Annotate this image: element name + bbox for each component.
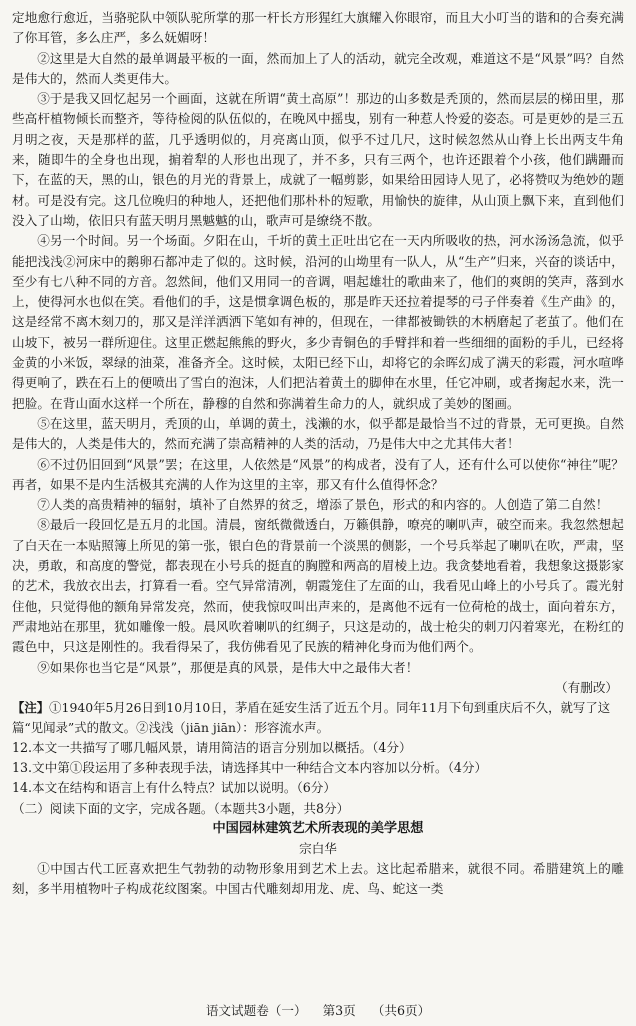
paragraph-9: ⑨如果你也当它是“风景”，那便是真的风景，是伟大中之最伟大者！ bbox=[37, 659, 419, 675]
paragraph-7: ⑦人类的高贵精神的辐射，填补了自然界的贫乏，增添了景色，形式的和内容的。人创造了第二自然！ bbox=[37, 497, 609, 513]
paragraph-3: ③于是我又回忆起另一个画面，这就在所谓“黄土高原”！那边的山多数是秃顶的，然而层层的梯田里，那些高杆植物倾长而整齐，等待检阅的队伍似的，在晚风中摇曳，别有一种惹人怜爱的姿态。可是更妙的是三五月明之夜，天是那样的蓝，几乎透明似的，月亮离山顶，似乎不过几尺，这时候忽然从山脊上长出两支牛角来，随即牛的全身也出现，掮着犁的人形也出现了，并不多，只有三两个，也许还跟着个小孩，他们蹒跚而下，在蓝的天，黑的山，银色的月光的背景上，成就了一幅剪影，如果给田园诗人见了，必将赞叹为绝妙的题材。可是没有完。这几位晚归的种地人，还把他们那朴朴的短歌，用愉快的旋律，从山顶上飘下来，直到他们没入了山坳，依旧只有蓝天明月黑魆魆的山，歌声可是缭绕不散。 bbox=[12, 91, 624, 228]
question-13: 13.文中第①段运用了多种表现手法，请选择其中一种结合文本内容加以分析。（4分） bbox=[12, 760, 488, 776]
footer-paper: 语文试题卷（一） bbox=[205, 1003, 307, 1018]
footnote-tag: 【注】 bbox=[12, 699, 50, 715]
footnote bbox=[12, 698, 624, 738]
paragraph-6: ⑥不过仍旧回到“风景”罢；在这里，人依然是“风景”的构成者，没有了人，还有什么可以使你“神往”呢？再者，如果不是内生活极其充满的人作为这里的主宰，那又有什么值得怀念？ bbox=[12, 456, 624, 492]
source-note: （有删改） bbox=[555, 679, 618, 695]
paragraph-2: ②这里是大自然的最单调最平板的一面，然而加上了人的活动，就完全改观，难道这不是“风景”吗？自然是伟大的，然而人类更伟大。 bbox=[12, 50, 624, 86]
page-footer bbox=[0, 1000, 636, 1019]
paragraph-4: ④另一个时间。另一个场面。夕阳在山，千圻的黄土正吐出它在一天内所吸收的热，河水汤汤急流，似乎能把浅浅②河床中的鹅卵石都冲走了似的。这时候，沿河的山坳里有一队人，从“生产”归来，兴奋的谈话中，至少有七八种不同的方音。忽然间，他们又用同一的音调，唱起雄壮的歌曲来了，他们的爽朗的笑声，落到水上，使得河水也似在笑。看他们的手，这是惯拿调色板的，那是昨天还拉着提琴的弓子伴奏着《生产曲》的，这是经常不离木刻刀的，那又是洋洋洒洒下笔如有神的，但现在，一律都被锄铁的木柄磨起了老茧了。他们在山坡下，被另一群所迎住。这里正燃起熊熊的野火，多少青铜色的手臂拌和着一些细细的面粉的手儿，已经将金黄的小米饭，翠绿的油菜，准备齐全。这时候，太阳已经下山，却将它的余晖幻成了满天的彩霞，河水喧哗得更响了，跌在石上的便喷出了雪白的泡沫，人们把沾着黄土的脚伸在水里，任它冲刷，或者掬起水来，洗一把脸。在背山面水这样一个所在，静穆的自然和弥满着生命力的人，就织成了美妙的图画。 bbox=[12, 233, 624, 411]
question-14: 14.本文在结构和语言上有什么特点？试加以说明。（6分） bbox=[12, 780, 336, 796]
section-heading: （二）阅读下面的文字，完成各题。（本题共3小题，共8分） bbox=[12, 800, 350, 816]
article-title: 中国园林建筑艺术所表现的美学思想 bbox=[212, 820, 424, 836]
footer-total: （共6页） bbox=[371, 1003, 431, 1018]
paragraph-8: ⑧最后一段回忆是五月的北国。清晨，窗纸微微透白，万籁俱静，嘹亮的喇叭声，破空而来。我忽然想起了白天在一本贴照簿上所见的第一张，银白色的背景前一个淡黑的侧影，一个号兵举起了喇叭在吹，严肃，坚决，勇敢，和高度的警觉，都表现在小号兵的挺直的胸膛和两高的眉棱上边。我贪婪地看着，我想象这摄影家的艺术，我放衣出去，打算看一看。空气异常清冽，朝霞笼住了左面的山，我看见山峰上的小号兵了。霞光射住他，只觉得他的额角异常发亮，然而，使我惊叹叫出声来的，是离他不远有一位荷枪的战士，面向着东方，严肃地站在那里，犹如雕像一般。晨风吹着喇叭的红绸子，只这是动的，战士枪尖的刺刀闪着寒光，在粉红的霞色中，只这是刚性的。我看得呆了，我仿佛看见了民族的精神化身而为他们两个。 bbox=[12, 517, 624, 655]
paragraph-5: ⑤在这里，蓝天明月，秃顶的山，单调的黄土，浅濑的水，似乎都是最恰当不过的背景，无可更换。自然是伟大的，人类是伟大的，然而充满了崇高精神的人类的活动，乃是伟大中之尤其伟大者！ bbox=[12, 415, 624, 452]
footnote-text: ①1940年5月26日到10月10日，茅盾在延安生活了近五个月。同年11月下旬到重庆后不久，就写了这篇“见闻录”式的散文。②浅浅（jiān jiān）：形容流水声。 bbox=[12, 699, 611, 735]
article-author: 宗白华 bbox=[299, 840, 337, 856]
question-12: 12.本文一共描写了哪几幅风景，请用简洁的语言分别加以概括。（4分） bbox=[12, 739, 412, 755]
article-paragraph-1: ①中国古代工匠喜欢把生气勃勃的动物形象用到艺术上去。这比起希腊来，就很不同。希腊建筑上的雕刻，多半用植物叶子构成花纹图案。中国古代雕刻却用龙、虎、鸟、蛇这一类 bbox=[12, 860, 624, 897]
paragraph-intro: 定地愈行愈近，当骆驼队中领队驼所掌的那一杆长方形猩红大旗耀入你眼帘，而且大小叮当的谐和的合奏充满了你耳管，多么庄严，多么妩媚呀！ bbox=[12, 10, 624, 46]
footer-page: 第3页 bbox=[322, 1003, 356, 1018]
